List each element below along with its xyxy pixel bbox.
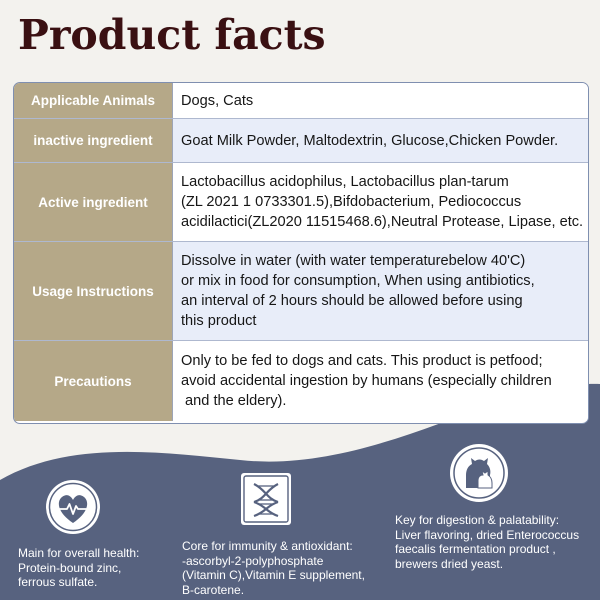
feature-line: B-carotene.: [182, 582, 245, 597]
feature-line: brewers dried yeast.: [395, 556, 504, 571]
row-value-line: Dissolve in water (with water temperaturebelow 40'C): [181, 253, 526, 269]
row-label: Active ingredient: [14, 163, 173, 241]
table-row: [14, 83, 588, 119]
row-value-line: (ZL 2021 1 0733301.5),Bifdobacterium, Pediococcus: [181, 194, 522, 210]
feature-line: -ascorbyl-2-polyphosphate: [182, 553, 324, 568]
row-value-line: Only to be fed to dogs and cats. This product is petfood;: [181, 353, 543, 369]
feature-line: Core for immunity & antioxidant:: [182, 539, 353, 553]
row-value: [173, 83, 588, 118]
row-label: Applicable Animals: [14, 83, 173, 118]
row-value: [173, 163, 589, 241]
feature-line: faecalis fermentation product ,: [395, 542, 556, 556]
table-row: [14, 119, 588, 163]
dna-icon: [240, 472, 292, 526]
feature-line: Protein-bound zinc,: [18, 560, 122, 575]
row-value-line: Lactobacillus acidophilus, Lactobacillus plan-tarum: [181, 174, 509, 190]
feature-line: (Vitamin C),Vitamin E supplement,: [182, 568, 365, 582]
row-value: [173, 341, 588, 421]
row-value-line: this product: [181, 313, 257, 329]
row-value-line: Goat Milk Powder, Maltodextrin, Glucose,Chicken Powder.: [181, 132, 559, 149]
row-label: inactive ingredient: [14, 119, 173, 162]
row-value-line: Dogs, Cats: [181, 92, 254, 109]
feature-line: Key for digestion & palatability:: [395, 513, 560, 527]
dog-cat-icon: [448, 442, 510, 504]
row-value-line: an interval of 2 hours should be allowed before using: [181, 293, 523, 309]
feature-line: Main for overall health:: [18, 546, 140, 560]
row-label: Precautions: [14, 341, 173, 421]
heart-pulse-icon: [44, 478, 102, 536]
row-value: [173, 119, 588, 162]
feature-line: Liver flavoring, dried Enterococcus: [395, 527, 580, 542]
row-value: [173, 242, 588, 340]
page-title: Product facts: [18, 11, 326, 59]
row-label: Usage Instructions: [14, 242, 173, 340]
row-value-line: avoid accidental ingestion by humans (especially children: [181, 373, 552, 389]
row-value-line: acidilactici(ZL2020 11515468.6),Neutral Protease, Lipase, etc.: [181, 214, 584, 230]
row-value-line: and the eldery).: [181, 393, 287, 409]
table-row: [14, 242, 588, 341]
facts-table: [13, 82, 589, 424]
row-value-line: or mix in food for consumption, When using antibiotics,: [181, 273, 535, 289]
table-row: [14, 341, 588, 421]
feature-line: ferrous sulfate.: [18, 575, 98, 589]
table-row: [14, 163, 588, 242]
